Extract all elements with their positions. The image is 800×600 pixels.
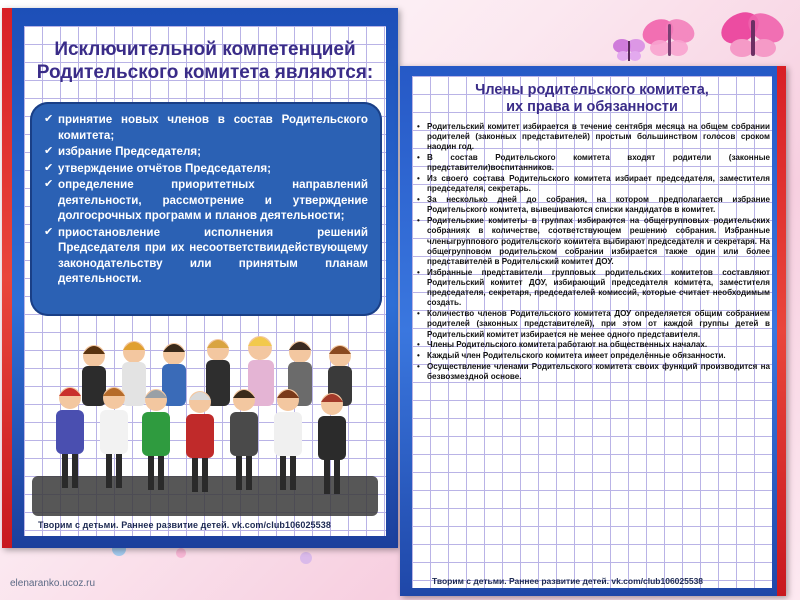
right-poster-title: [412, 82, 772, 116]
right-poster-title-line2: их права и обязанности: [506, 99, 678, 115]
left-poster-paper: [24, 26, 386, 536]
right-poster-footer: Творим с детьми. Раннее развитие детей. vk.com/club106025538: [432, 576, 704, 586]
list-item: • За несколько дней до собрания, на котором предполагается избрание Родительского комитета, вывешиваются списки кандидатов в комитет.: [417, 195, 770, 215]
left-poster-title-line1: Исключительной компетенцией: [54, 39, 356, 60]
list-item: • Из своего состава Родительского комитета избирает председателя, заместителя председателя, секретарь.: [417, 174, 770, 194]
list-item: • В состав Родительского комитета входят родители (законные представители)воспитанников.: [417, 153, 770, 173]
bullet-icon: •: [417, 216, 420, 226]
decor-circle: [176, 548, 186, 558]
right-poster-paper: [412, 76, 772, 588]
right-poster-title-line1: Члены родительского комитета,: [475, 82, 709, 98]
checkmark-icon: ✔: [44, 161, 54, 174]
bullet-icon: •: [417, 362, 420, 372]
site-credit: elenaranko.ucoz.ru: [10, 578, 96, 589]
list-item: • Каждый член Родительского комитета имеет определённые обязанности.: [417, 351, 726, 361]
list-item: • Осуществление членами Родительского комитета своих функций производится на безвозмездной основе.: [417, 362, 770, 382]
parents-crowd-illustration: [24, 326, 386, 526]
butterfly-icon: [612, 36, 646, 64]
bullet-icon: •: [417, 351, 420, 361]
left-poster: [2, 8, 398, 548]
checkmark-icon: ✔: [44, 178, 54, 190]
bullet-icon: •: [417, 309, 420, 319]
list-item: ✔ утверждение отчётов Председателя;: [44, 161, 271, 175]
competence-list: [30, 102, 382, 287]
bullet-icon: •: [417, 340, 420, 350]
members-rights-list: [416, 122, 770, 383]
right-poster: [400, 66, 786, 596]
poster-frame-red: [2, 8, 12, 548]
list-item: • Количество членов Родительского комитета ДОУ определяется общим собранием родителей (законных представителей), при этом от каждой группы детей в Родительский комитет избирается не менее одного представителя.: [417, 309, 770, 339]
bullet-icon: •: [417, 195, 420, 205]
bullet-icon: •: [417, 153, 420, 163]
list-item: • Члены Родительского комитета работают на общественных началах.: [417, 340, 708, 350]
decor-circle: [300, 552, 312, 564]
list-item: ✔ избрание Председателя;: [44, 145, 201, 158]
butterfly-icon: [640, 14, 698, 64]
competence-list-box: [30, 102, 382, 316]
bullet-icon: •: [417, 174, 420, 184]
bullet-icon: •: [417, 267, 420, 277]
checkmark-icon: ✔: [44, 225, 54, 238]
butterfly-icon: [718, 8, 788, 66]
list-item: • Родительский комитет избирается в течение сентября месяца на общем собрании родителей (законных представителей) простым большинством голосов сроком наодин год.: [417, 122, 770, 152]
bullet-icon: •: [417, 122, 420, 131]
checkmark-icon: ✔: [44, 113, 54, 125]
list-item: • Избранные представители групповых родительских комитетов составляют Родительский комитет ДОУ, избирающий председателя комитета, заместителя председателя, секретаря, председателей комиссий, которые считает необходимым создать.: [417, 267, 770, 308]
list-item: ✔ принятие новых членов в состав Родительского комитета;: [44, 113, 368, 142]
left-poster-title: [24, 38, 386, 84]
poster-frame-red: [777, 66, 786, 596]
list-item: ✔ приостановление исполнения решений Председателя при их несоответствиидействующему законодательству или принятым планам деятельности.: [44, 225, 368, 285]
left-poster-title-line2: Родительского комитета являются:: [36, 62, 374, 83]
list-item: • Родительские комитеты в группах избираются на общегрупповых родительских собраниях в количестве, соответствующем решению собрания. Избранные членыгруппового родительского комитета выбирают председателя и секретаря. На общегрупповом родительском собрании избирается также один или более представителей в Родительский комитет ДОУ.: [417, 216, 770, 267]
list-item: ✔ определение приоритетных направлений деятельности, рассмотрение и утверждение долгосрочных программ и планов деятельности;: [44, 178, 368, 222]
left-poster-footer: Творим с детьми. Раннее развитие детей. vk.com/club106025538: [38, 520, 331, 530]
checkmark-icon: ✔: [44, 145, 54, 157]
